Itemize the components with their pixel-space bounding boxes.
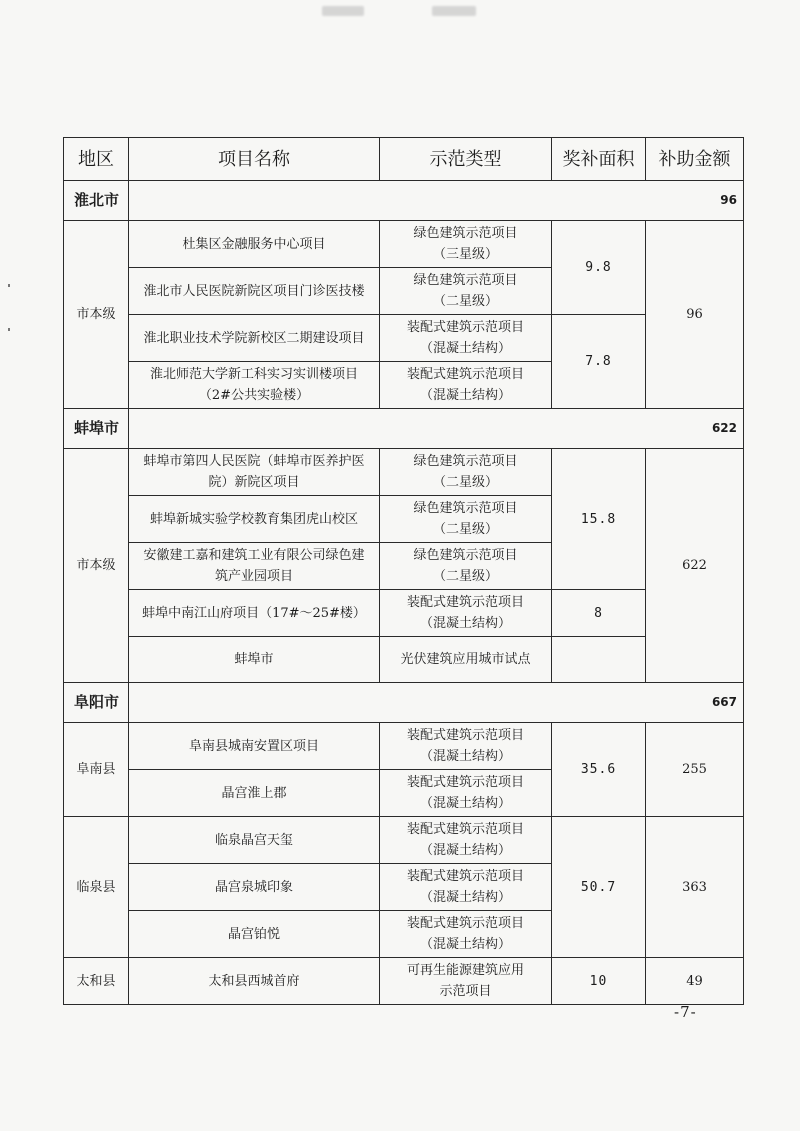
header-area: 奖补面积 xyxy=(552,138,646,181)
amount-value: 49 xyxy=(646,958,744,1005)
table-row xyxy=(64,315,744,362)
area-value: 50.7 xyxy=(552,817,646,958)
project-name: 安徽建工嘉和建筑工业有限公司绿色建 筑产业园项目 xyxy=(129,543,380,590)
project-name: 太和县西城首府 xyxy=(129,958,380,1005)
city-row-fuyang xyxy=(64,683,744,723)
scan-artifact xyxy=(432,6,476,16)
table-row xyxy=(64,590,744,637)
table-row xyxy=(64,723,744,770)
demo-type: 绿色建筑示范项目 （二星级） xyxy=(380,543,552,590)
header-demo-type: 示范类型 xyxy=(380,138,552,181)
scan-speck xyxy=(8,328,10,331)
demo-type: 装配式建筑示范项目 （混凝土结构） xyxy=(380,817,552,864)
project-name: 晶宫淮上郡 xyxy=(129,770,380,817)
scan-speck xyxy=(8,284,10,287)
project-name: 蚌埠中南江山府项目（17#～25#楼） xyxy=(129,590,380,637)
demo-type: 绿色建筑示范项目 （二星级） xyxy=(380,496,552,543)
table-row xyxy=(64,449,744,496)
area-value: 15.8 xyxy=(552,449,646,590)
project-name: 临泉晶宫天玺 xyxy=(129,817,380,864)
demo-type: 装配式建筑示范项目 （混凝土结构） xyxy=(380,315,552,362)
demo-type: 装配式建筑示范项目 （混凝土结构） xyxy=(380,864,552,911)
demo-type: 装配式建筑示范项目 （混凝土结构） xyxy=(380,590,552,637)
city-row-huaibei xyxy=(64,181,744,221)
city-total: 622 xyxy=(129,409,744,449)
area-value: 7.8 xyxy=(552,315,646,409)
project-name: 蚌埠市第四人民医院（蚌埠市医养护医 院）新院区项目 xyxy=(129,449,380,496)
amount-value: 622 xyxy=(646,449,744,683)
project-name: 淮北师范大学新工科实习实训楼项目 （2#公共实验楼） xyxy=(129,362,380,409)
header-project-name: 项目名称 xyxy=(129,138,380,181)
header-region: 地区 xyxy=(64,138,129,181)
demo-type: 可再生能源建筑应用 示范项目 xyxy=(380,958,552,1005)
area-value: 8 xyxy=(552,590,646,637)
header-row xyxy=(64,138,744,181)
subsidy-table xyxy=(63,137,744,1005)
area-value: 9.8 xyxy=(552,221,646,315)
area-value: 35.6 xyxy=(552,723,646,817)
table-row xyxy=(64,958,744,1005)
city-row-bengbu xyxy=(64,409,744,449)
sub-region: 临泉县 xyxy=(64,817,129,958)
demo-type: 绿色建筑示范项目 （二星级） xyxy=(380,268,552,315)
scan-artifact xyxy=(322,6,364,16)
amount-value: 96 xyxy=(646,221,744,409)
sub-region: 市本级 xyxy=(64,449,129,683)
sub-region: 阜南县 xyxy=(64,723,129,817)
city-name: 阜阳市 xyxy=(64,683,129,723)
sub-region: 市本级 xyxy=(64,221,129,409)
project-name: 蚌埠新城实验学校教育集团虎山校区 xyxy=(129,496,380,543)
project-name: 晶宫泉城印象 xyxy=(129,864,380,911)
demo-type: 绿色建筑示范项目 （三星级） xyxy=(380,221,552,268)
area-value: 10 xyxy=(552,958,646,1005)
project-name: 淮北市人民医院新院区项目门诊医技楼 xyxy=(129,268,380,315)
demo-type: 绿色建筑示范项目 （二星级） xyxy=(380,449,552,496)
demo-type: 装配式建筑示范项目 （混凝土结构） xyxy=(380,911,552,958)
city-name: 蚌埠市 xyxy=(64,409,129,449)
city-total: 667 xyxy=(129,683,744,723)
demo-type: 装配式建筑示范项目 （混凝土结构） xyxy=(380,770,552,817)
amount-value: 363 xyxy=(646,817,744,958)
demo-type: 装配式建筑示范项目 （混凝土结构） xyxy=(380,723,552,770)
table-row xyxy=(64,817,744,864)
project-name: 蚌埠市 xyxy=(129,637,380,683)
project-name: 杜集区金融服务中心项目 xyxy=(129,221,380,268)
city-total: 96 xyxy=(129,181,744,221)
project-name: 阜南县城南安置区项目 xyxy=(129,723,380,770)
header-amount: 补助金额 xyxy=(646,138,744,181)
table-row xyxy=(64,637,744,683)
city-name: 淮北市 xyxy=(64,181,129,221)
amount-value: 255 xyxy=(646,723,744,817)
project-name: 淮北职业技术学院新校区二期建设项目 xyxy=(129,315,380,362)
sub-region: 太和县 xyxy=(64,958,129,1005)
project-name: 晶宫铂悦 xyxy=(129,911,380,958)
table-row xyxy=(64,221,744,268)
demo-type: 光伏建筑应用城市试点 xyxy=(380,637,552,683)
area-value-empty xyxy=(552,637,646,683)
page-number: -7- xyxy=(674,1003,697,1021)
demo-type: 装配式建筑示范项目 （混凝土结构） xyxy=(380,362,552,409)
